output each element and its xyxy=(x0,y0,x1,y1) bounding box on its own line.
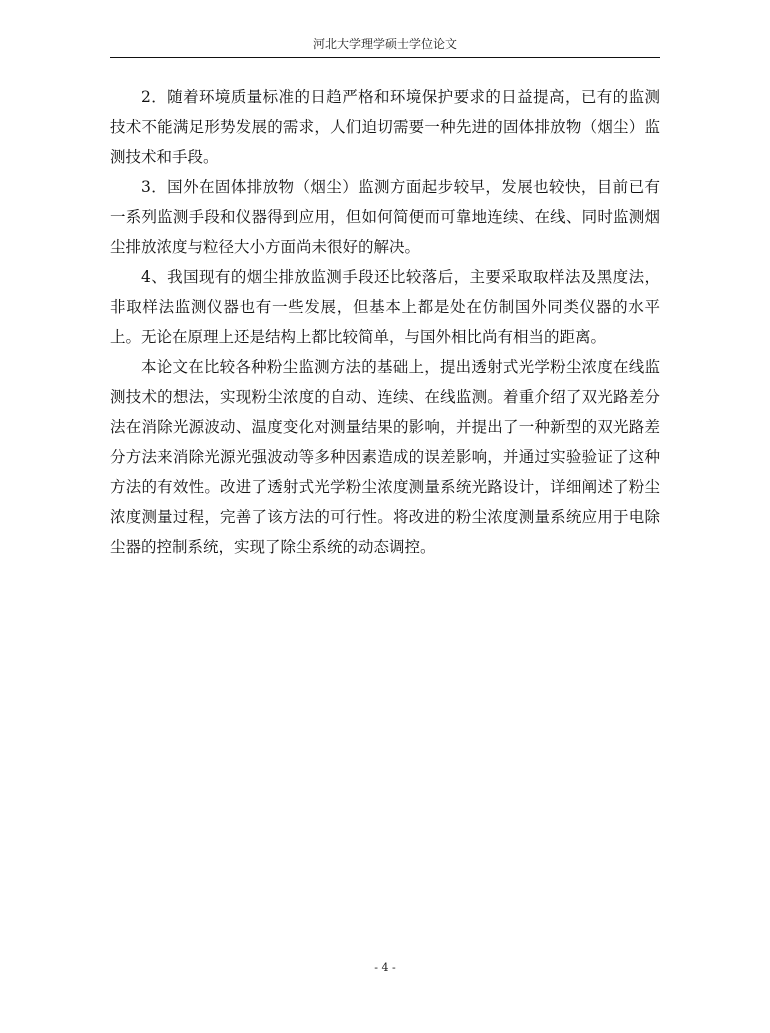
paragraph-thesis-summary: 本论文在比较各种粉尘监测方法的基础上，提出透射式光学粉尘浓度在线监测技术的想法，实现粉尘浓度的自动、连续、在线监测。着重介绍了双光路差分法在消除光源波动、温度变化对测量结果的影响，并提出了一种新型的双光路差分方法来消除光源光强波动等多种因素造成的误差影响，并通过实验验证了这种方法的有效性。改进了透射式光学粉尘浓度测量系统光路设计，详细阐述了粉尘浓度测量过程，完善了该方法的可行性。将改进的粉尘浓度测量系统应用于电除尘器的控制系统，实现了除尘系统的动态调控。 xyxy=(110,358,660,556)
page-number: - 4 - xyxy=(374,961,396,974)
paragraph-point-2: 2．随着环境质量标准的日趋严格和环境保护要求的日益提高，已有的监测技术不能满足形势发展的需求，人们迫切需要一种先进的固体排放物（烟尘）监测技术和手段。 xyxy=(110,88,660,166)
running-header: 河北大学理学硕士学位论文 xyxy=(312,37,457,51)
paragraph-point-4: 4、我国现有的烟尘排放监测手段还比较落后，主要采取取样法及黑度法，非取样法监测仪器也有一些发展，但基本上都是处在仿制国外同类仪器的水平上。无论在原理上还是结构上都比较简单，与国外相比尚有相当的距离。 xyxy=(110,268,660,346)
body-text xyxy=(110,82,660,562)
header-rule xyxy=(110,57,660,58)
paragraph-point-3: 3．国外在固体排放物（烟尘）监测方面起步较早，发展也较快，目前已有一系列监测手段和仪器得到应用，但如何简便而可靠地连续、在线、同时监测烟尘排放浓度与粒径大小方面尚未很好的解决。 xyxy=(110,178,660,256)
